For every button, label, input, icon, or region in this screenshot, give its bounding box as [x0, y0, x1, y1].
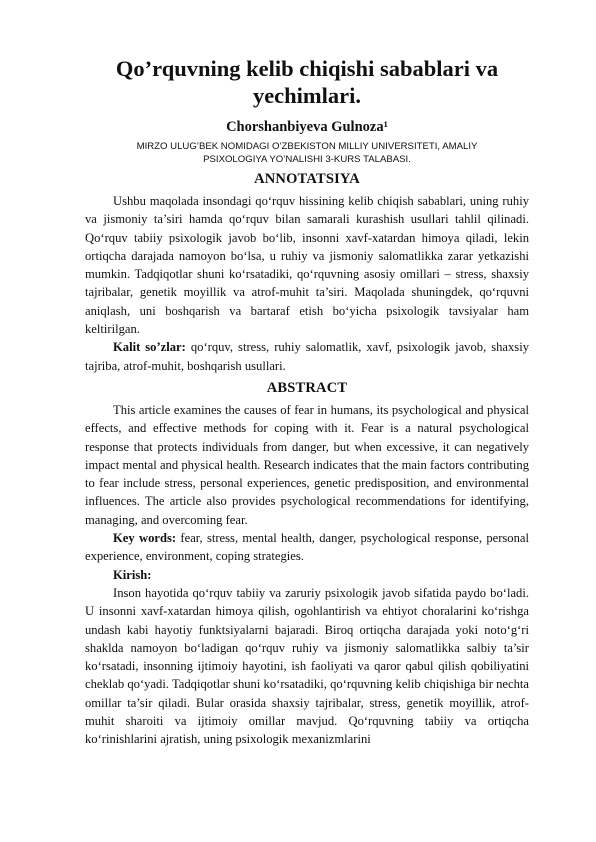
annotatsiya-body: Ushbu maqolada insondagi qo‘rquv hissining kelib chiqish sabablari, uning ruhiy va jismoniy ta’siri hamda qo‘rquv bilan samarali kurashish usullari tahlil qilinadi. Qo‘rquv tabiiy psixologik javob bo‘lib, insonni xavf-xatardan himoya qiladi, lekin ortiqcha darajada namoyon bo‘lsa, u ruhiy va jismoniy salomatlikka zarar yetkazishi mumkin. Tadqiqotlar shuni ko‘rsatadiki, qo‘rquvning asosiy omillari – stress, shaxsiy tajribalar, genetik moyillik va atrof-muhit ta’siri. Maqolada shuningdek, qo‘rquvni aniqlash, uni boshqarish va bartaraf etish bo‘yicha psixologik tavsiyalar ham keltirilgan.	[85, 194, 529, 337]
annotatsiya-keywords-text: qo‘rquv, stress, ruhiy salomatlik, xavf, psixologik javob, shaxsiy tajriba, atrof-muhit, boshqarish usullari.	[85, 340, 529, 373]
annotatsiya-keywords	[85, 338, 529, 375]
abstract-keywords-text: fear, stress, mental health, danger, psychological response, personal experience, environment, coping strategies.	[85, 531, 529, 564]
abstract-heading: ABSTRACT	[266, 379, 348, 396]
kirish-heading: Kirish:	[113, 567, 152, 582]
author-affiliation: MIRZO ULUG’BEK NOMIDAGI O’ZBEKISTON MILLIY UNIVERSITETI, AMALIY PSIXOLOGIYA YO’NALISHI 3-KURS TALABASI.	[136, 141, 478, 165]
abstract-body: This article examines the causes of fear in humans, its psychological and physical effects, and effective methods for coping with it. Fear is a natural psychological response that protects individuals from danger, but when excessive, it can negatively impact mental and physical health. Research indicates that the main factors contributing to fear include stress, personal experiences, genetic predisposition, and environmental influences. The article also provides psychological recommendations for identifying, managing, and overcoming fear.	[85, 402, 529, 527]
article-page	[85, 55, 529, 749]
abstract-keywords-label: Key words:	[113, 531, 177, 546]
article-title: Qo’rquvning kelib chiqishi sabablari va yechimlari.	[115, 56, 499, 108]
kirish-body: Inson hayotida qo‘rquv tabiiy va zaruriy psixologik javob sifatida paydo bo‘ladi. U insonni xavf-xatardan himoya qilish, ogohlantirish va ehtiyot choralarini ko‘rishga undash kabi hayotiy funktsiyalarni bajaradi. Biroq ortiqcha darajada yoki noto‘g‘ri shaklda namoyon bo‘ladigan qo‘rquv ruhiy va jismoniy salomatlikka salbiy ta’sir ko‘rsatadi, insonning ijtimoiy hayotini, ish faoliyati va qaror qabul qilish qobiliyatini cheklab qo‘yadi. Tadqiqotlar shuni ko‘rsatadiki, qo‘rquvning kelib chiqishiga bir nechta omillar ta’sir qiladi. Bular orasida shaxsiy tajribalar, stress, genetik moyillik, atrof-muhit sharoiti va ijtimoiy omillar mavjud. Qo‘rquvning tabiiy va ortiqcha ko‘rinishlarini ajratish, uning psixologik mexanizmlarini	[85, 585, 529, 747]
abstract-keywords	[85, 529, 529, 566]
annotatsiya-heading: ANNOTATSIYA	[254, 171, 360, 187]
author-name: Chorshanbiyeva Gulnoza¹	[226, 119, 388, 135]
annotatsiya-keywords-label: Kalit so’zlar:	[113, 340, 186, 355]
